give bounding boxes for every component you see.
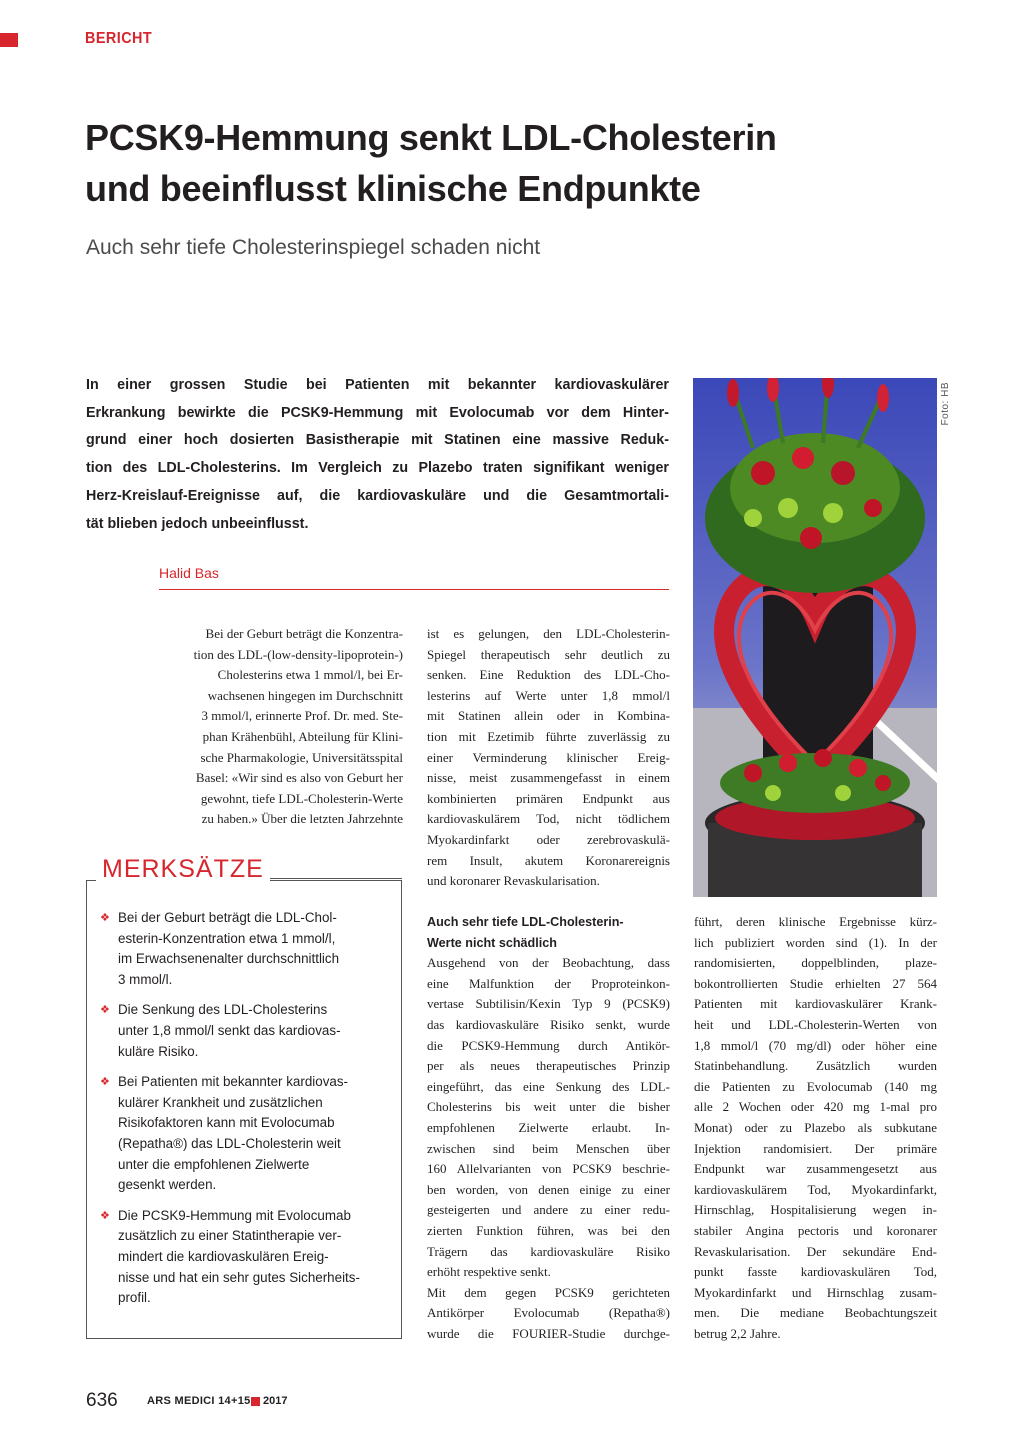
- body-line: zwischen sind beim Menschen über: [427, 1140, 670, 1156]
- body-line: 3 mmol/l, erinnerte Prof. Dr. med. Ste-: [201, 708, 403, 724]
- merksatz-line: im Erwachsenenalter durchschnittlich: [118, 951, 340, 967]
- merksaetze-title: MERKSÄTZE: [96, 855, 270, 884]
- body-line: führt, deren klinische Ergebnisse kürz-: [694, 914, 937, 929]
- article-subtitle: Auch sehr tiefe Cholesterinspiegel schaden nicht: [86, 236, 541, 259]
- merksatz-line: kulärer Krankheit und zusätzlichen: [118, 1094, 323, 1110]
- merksatz-line: nisse und hat ein sehr gutes Sicherheits-: [118, 1269, 360, 1285]
- merksatz-item: [100, 1206, 390, 1309]
- body-column-3: [427, 912, 670, 1344]
- body-column-4: [694, 912, 937, 1344]
- diamond-bullet-icon: ❖: [100, 912, 110, 924]
- body-line: zu haben.» Über die letzten Jahrzehnte: [201, 811, 403, 827]
- lead-paragraph: [86, 372, 669, 538]
- lead-line: tion des LDL-Cholesterins. Im Vergleich zu Plazebo traten signifikant weniger: [86, 460, 669, 477]
- body-line: randomisierten, doppelblinden, plaze-: [694, 955, 937, 971]
- body-line: stabiler Angina pectoris und koronarer: [694, 1222, 937, 1238]
- body-line: die Patienten zu Evolocumab (140 mg: [694, 1078, 937, 1094]
- body-line: nisse, meist zusammengefasst in einem: [427, 770, 670, 786]
- body-line: gewohnt, tiefe LDL-Cholesterin-Werte: [200, 790, 403, 806]
- body-line: Spiegel therapeutisch sehr deutlich zu: [427, 646, 670, 662]
- body-line: kardiovaskulärem Tod, Myokardinfarkt,: [694, 1181, 937, 1197]
- lead-line: Erkrankung bewirkte die PCSK9-Hemmung mit Evolocumab vor dem Hinter-: [86, 404, 669, 421]
- section-marker: [0, 33, 18, 47]
- merksatz-line: 3 mmol/l.: [118, 971, 173, 987]
- body-line: Basel: «Wir sind es also von Geburt her: [195, 770, 403, 786]
- body-line: wurde die FOURIER-Studie durchge-: [427, 1325, 670, 1341]
- body-line: eingeführt, das eine Senkung des LDL-: [427, 1078, 670, 1094]
- body-line: eine Malfunktion der Proproteinkon-: [427, 975, 670, 991]
- merksatz-line: esterin-Konzentration etwa 1 mmol/l,: [118, 930, 336, 946]
- merksatz-line: Bei Patienten mit bekannter kardiovas-: [118, 1074, 348, 1090]
- merksatz-line: unter 1,8 mmol/l senkt das kardiovas-: [118, 1022, 341, 1038]
- body-line: gesteigerten und andere zu einer redu-: [427, 1202, 670, 1218]
- body-line: tion mit Ezetimib führte zuverlässig zu: [427, 728, 670, 744]
- page-number: 636: [86, 1390, 118, 1411]
- body-line: bokontrollierten Studie erhielten 27 564: [694, 975, 937, 991]
- body-line: betrug 2,2 Jahre.: [694, 1325, 781, 1341]
- body-line: Monat) oder zu Plazebo als subkutane: [694, 1119, 937, 1135]
- body-line: Cholesterins bis weit unter die bisher: [427, 1099, 670, 1115]
- body-line: Antikörper Evolocumab (Repatha®): [427, 1305, 670, 1321]
- body-line: Cholesterins etwa 1 mmol/l, bei Er-: [217, 667, 403, 683]
- body-line: Injektion randomisiert. Der primäre: [694, 1140, 937, 1156]
- body-line: ist es gelungen, den LDL-Cholesterin-: [427, 626, 670, 641]
- merksatz-line: gesenkt werden.: [118, 1177, 217, 1193]
- body-line: Trägern das kardiovaskuläre Risiko: [427, 1243, 670, 1259]
- diamond-bullet-icon: ❖: [100, 1076, 110, 1089]
- body-line: die PCSK9-Hemmung durch Antikör-: [427, 1037, 670, 1053]
- body-line: lesterins auf Werte unter 1,8 mmol/l: [427, 687, 670, 703]
- body-line: tion des LDL-(low-density-lipoprotein-): [193, 646, 403, 662]
- body-line: Bei der Geburt beträgt die Konzentra-: [205, 626, 403, 641]
- body-line: punkt fasste kardiovaskulären Tod,: [694, 1264, 937, 1280]
- body-line: vertase Subtilisin/Kexin Typ 9 (PCSK9): [427, 996, 670, 1012]
- merksatz-line: unter die empfohlenen Zielwerte: [118, 1156, 310, 1172]
- title-line: und beeinflusst klinische Endpunkte: [85, 168, 701, 209]
- photo-illustration: [693, 378, 937, 897]
- body-line: mit Statinen allein oder in Kombina-: [427, 708, 670, 724]
- body-line: Myokardinfarkt oder zerebrovaskulä-: [427, 831, 670, 847]
- merksatz-line: mindert die kardiovaskulären Ereig-: [118, 1248, 329, 1264]
- body-line: Mit dem gegen PCSK9 gerichteten: [427, 1284, 670, 1300]
- merksatz-item: [100, 1072, 390, 1196]
- body-line: erhöht respektive senkt.: [427, 1264, 551, 1280]
- body-line: das kardiovaskuläre Risiko senkt, wurde: [427, 1016, 670, 1032]
- merksatz-line: Die PCSK9-Hemmung mit Evolocumab: [118, 1207, 351, 1223]
- article-title: [85, 112, 915, 214]
- lead-line: grund einer hoch dosierten Basistherapie mit Statinen eine massive Reduk-: [86, 432, 669, 449]
- body-line: zierten Funktion führen, was bei den: [427, 1222, 670, 1238]
- section-heading: Werte nicht schädlich: [427, 935, 557, 950]
- body-line: wachsenen hingegen im Durchschnitt: [207, 687, 403, 703]
- merksatz-item: [100, 908, 390, 990]
- body-line: phan Krähenbühl, Abteilung für Klini-: [202, 728, 403, 744]
- photo-credit: Foto: HB: [940, 382, 951, 426]
- body-line: kombinierten primären Endpunkt aus: [427, 790, 670, 806]
- body-line: heit und LDL-Cholesterin-Werten von: [694, 1016, 937, 1032]
- body-line: rem Insult, akutem Koronarereignis: [427, 852, 670, 868]
- merksatz-line: kuläre Risiko.: [118, 1043, 199, 1059]
- body-line: empfohlenen Zielwerte erlaubt. In-: [427, 1119, 670, 1135]
- body-line: sche Pharmakologie, Universitätsspital: [200, 749, 403, 765]
- author-name: Halid Bas: [159, 565, 219, 581]
- box-title-rule: [270, 878, 402, 879]
- body-line: einer Verminderung klinischer Ereig-: [427, 749, 670, 765]
- merksatz-line: profil.: [118, 1290, 151, 1306]
- body-line: Statinbehandlung. Zusätzlich wurden: [694, 1058, 937, 1074]
- journal-name: ARS MEDICI 14+15: [147, 1395, 251, 1407]
- body-line: senken. Eine Reduktion des LDL-Cho-: [427, 667, 670, 683]
- body-line: 1,8 mmol/l (70 mg/dl) oder höher eine: [694, 1037, 937, 1053]
- body-line: Myokardinfarkt und Hirnschlag zusam-: [694, 1284, 937, 1300]
- section-label: BERICHT: [85, 30, 153, 47]
- diamond-bullet-icon: ❖: [100, 1209, 110, 1222]
- body-line: ben worden, von denen einige zu einer: [427, 1181, 670, 1197]
- title-line: PCSK9-Hemmung senkt LDL-Cholesterin: [85, 117, 777, 158]
- flower-heart-photo: [693, 378, 937, 897]
- lead-line: tät blieben jedoch unbeeinflusst.: [86, 515, 309, 532]
- merksatz-line: (Repatha®) das LDL-Cholesterin weit: [118, 1135, 341, 1151]
- lead-line: In einer grossen Studie bei Patienten mit bekannter kardiovaskulärer: [86, 377, 669, 393]
- lead-line: Herz-Kreislauf-Ereignisse auf, die kardiovaskuläre und die Gesamtmortali-: [86, 487, 669, 504]
- merksatz-line: Bei der Geburt beträgt die LDL-Chol-: [118, 910, 337, 925]
- body-column-2: [427, 624, 670, 892]
- body-line: lich publiziert worden sind (1). In der: [694, 934, 937, 950]
- body-line: Revaskularisation. Der sekundäre End-: [694, 1243, 937, 1259]
- body-line: Patienten mit kardiovaskulärer Krank-: [694, 996, 937, 1012]
- footer-marker: [251, 1397, 260, 1406]
- merksatz-line: Risikofaktoren kann mit Evolocumab: [118, 1115, 335, 1131]
- body-column-1: [159, 624, 403, 830]
- body-line: men. Die mediane Beobachtungszeit: [694, 1305, 937, 1321]
- section-heading: Auch sehr tiefe LDL-Cholesterin-: [427, 915, 624, 929]
- diamond-bullet-icon: ❖: [100, 1004, 110, 1017]
- body-line: Endpunkt war zusammengesetzt aus: [694, 1161, 937, 1177]
- body-line: kardiovaskulärem Tod, nicht tödlichem: [427, 811, 670, 827]
- body-line: Hirnschlag, Hospitalisierung wegen in-: [694, 1202, 937, 1218]
- body-line: Ausgehend von der Beobachtung, dass: [427, 955, 670, 971]
- body-line: 160 Allelvarianten von PCSK9 beschrie-: [427, 1161, 670, 1177]
- body-line: und koronarer Revaskularisation.: [427, 873, 600, 889]
- merksatz-line: zusätzlich zu einer Statintherapie ver-: [118, 1228, 342, 1244]
- author-divider: [159, 589, 669, 590]
- merksaetze-list: [100, 908, 390, 1319]
- body-line: per als neues therapeutisches Prinzip: [427, 1058, 670, 1074]
- merksatz-item: [100, 1000, 390, 1062]
- merksatz-line: Die Senkung des LDL-Cholesterins: [118, 1002, 328, 1018]
- body-line: alle 2 Wochen oder 420 mg 1-mal pro: [694, 1099, 937, 1115]
- journal-year: 2017: [263, 1395, 288, 1407]
